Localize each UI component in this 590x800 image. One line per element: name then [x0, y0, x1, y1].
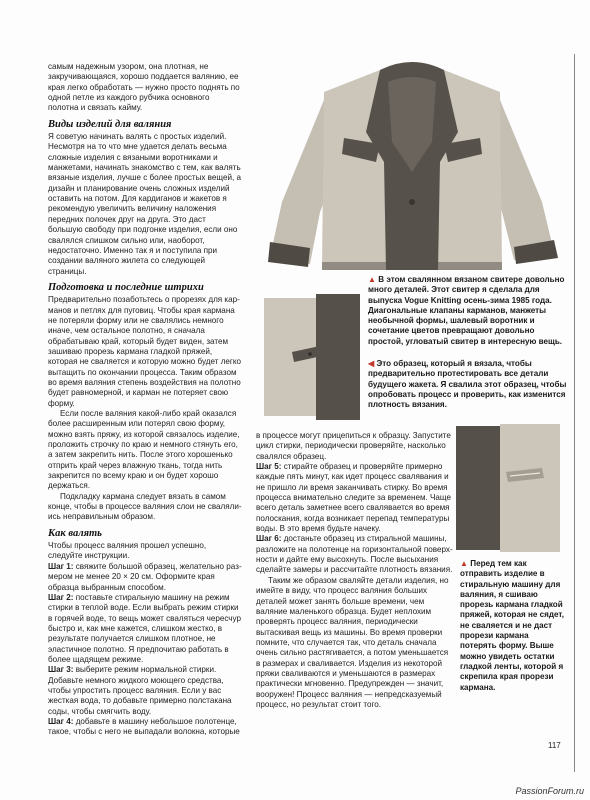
swatch-caption-1-text: Это образец, который я вязала, чтобы предварительно протестировать все детали будущего жакета. Я свалила этот образец, чтобы опробовать процесс и проверить, как изменится плотность вязания. [368, 359, 567, 410]
closing-paragraph: Таким же образом сваляйте детали изделия, но имейте в виду, что процесс валяния больших деталей может занять больше времени, чем валяние маленького образца. Будет неплохим проверять процесс валяния, периодически вытаскивая вещь из машины. Во время проверки помните, что случается так, что деталь сначала очень сильно растягивается, а потом уменьшается в размерах и сваливается. Изделия из некоторой пряжи сваливаются и уменьшаются в размерах практически мгновенно. Предупрежден — значит, вооружен! Процесс валяния — непредсказуемый процесс, но результат стоит того. [256, 575, 449, 709]
step-6-text: достаньте образец из стиральной машины, разложите на полотенце на горизонтальной поверхности и дайте ему высохнуть. После высыхания сделайте замеры и рассчитайте плотность вязания. [256, 534, 453, 575]
step-4-continued: в процессе могут прицепиться к образцу. Запустите цикл стирки, периодически проверяйте, насколько свалялся образец. [256, 431, 451, 461]
step-3-label: Шаг 3: [48, 665, 74, 675]
caption-marker-icon: ▲ [368, 275, 377, 284]
prep-paragraph-1: Предварительно позаботьтесь о прорезях для карманов и петлях для пуговиц. Чтобы края кармана не потеряли форму или не свалялись немного иначе, чем остальное полотно, я сначала обрабатываю край, который будет виден, затем зашиваю прорезь кармана гладкой пряжей, которая не сваляется и которую можно будет легко вытащить по окончании процесса. Таким образом во время валяния степень воздействия на полотно будет равномерной, и карман не потеряет свою форму. [48, 295, 241, 408]
caption-marker-icon: ▲ [460, 559, 469, 568]
intro-paragraph: самым надежным узором, она плотная, не закручивающаяся, хорошо поддается валянию, ее края легко обработать — нужно просто поднять по одной петле из каждого рубчика основного полотна и связать кайму. [48, 62, 240, 113]
caption-marker-icon: ◀ [368, 359, 375, 368]
swatch-caption-2-text: Перед тем как отправить изделие в стиральную машину для валяния, я сшиваю прорезь кармана гладкой пряжей, которая не сядет, не сваляется и не даст прорези кармана потерять форму. Выше можно увидеть остатки гладкой ленты, которой я скрепила края прорези кармана. [460, 559, 564, 692]
step-1 [48, 562, 242, 593]
swatch-caption-2 [460, 559, 564, 693]
step-3 [48, 665, 242, 717]
step-6-label: Шаг 6: [256, 534, 282, 544]
watermark: PassionForum.ru [515, 786, 584, 796]
step-5-label: Шаг 5: [256, 462, 282, 472]
section-heading-preparation: Подготовка и последние штрихи [48, 281, 204, 293]
step-1-text: свяжите большой образец, желательно размером не менее 20 × 20 см. Оформите края образца выбранным способом. [48, 561, 242, 592]
how-intro: Чтобы процесс валяния прошел успешно, следуйте инструкции. [48, 541, 207, 561]
sweater-caption-text: В этом свалянном вязаном свитере довольно много деталей. Этот свитер я сделала для выпуска Vogue Knitting осень-зима 1985 года. Диагональные клапаны карманов, манжеты необычной формы, шалевый воротник и сочетание цветов превращают довольно простой, угловатый свитер в интересную вещь. [368, 275, 565, 346]
middle-column [256, 431, 453, 710]
step-4-text: добавьте в машину небольшое полотенце, такое, чтобы с него не выпадали волокна, которые [48, 716, 240, 737]
step-6 [256, 534, 453, 575]
swatch-photo-2 [456, 424, 560, 552]
step-4-label: Шаг 4: [48, 716, 74, 726]
swatch-caption-1 [368, 359, 568, 410]
left-column [48, 62, 242, 738]
step-2-text: поставьте стиральную машину на режим стирки в теплой воде. Если выбрать режим стирки в горячей воде, то вещь может сваляться чересчур быстро и, как мне кажется, слишком жестко, в результате получается слишком плотное, не эластичное полотно. Я предпочитаю работать в более щадящем режиме. [48, 592, 241, 664]
step-5-text: стирайте образец и проверяйте примерно каждые пять минут, как идет процесс свалявания и не пришло ли время заканчивать стирку. Во время процесса внимательно следите за временем. Чаще всего деталь заметнее всего свалявается во время полоскания, когда возникает перепад температуры воды. В это время будьте начеку. [256, 462, 451, 534]
felted-sweater-photo [262, 52, 562, 274]
step-2 [48, 593, 242, 665]
step-2-label: Шаг 2: [48, 592, 74, 602]
sweater-caption [368, 275, 568, 347]
types-paragraph: Я советую начинать валять с простых изделий. Несмотря на то что мне удается делать весьма сложные изделия с вязаными воротниками и манжетами, начинать знакомство с тем, как валять вязаные изделия, лучше с более простых вещей, а дизайн и планирование очень сложных изделий оставить на потом. Для кардиганов и жакетов я рекомендую увеличить величину наложения передних полочек друг на друга. Это даст большую свободу при подгонке изделия, если оно свалялся слишком сильно или, наоборот, недостаточно. Именно так я и поступила при создании валяного жилета со следующей страницы. [48, 132, 241, 276]
section-heading-how-to-felt: Как валять [48, 527, 102, 539]
section-heading-types: Виды изделий для валяния [48, 118, 172, 130]
page-number: 117 [548, 741, 561, 750]
swatch-photo-1 [264, 294, 360, 420]
step-3-text: выберите режим нормальной стирки. Добавьте немного жидкого моющего средства, чтобы упростить процесс валяния. Если у вас жесткая вода, то добавьте примерно полстакана соды, чтобы смягчить воду. [48, 665, 232, 716]
prep-paragraph-3: Подкладку кармана следует вязать в самом конце, чтобы в процессе валяния слои не свалялиись неправильным образом. [48, 491, 242, 522]
step-5 [256, 462, 453, 534]
prep-paragraph-2: Если после валяния какой-либо край оказался более расширенным или потерял свою форму, можно взять пряжу, из которой связалось изделие, проложить строчку по краю и немного стянуть его, а затем закрепить нить. После этого хорошенько отприть край через влажную ткань, тогда нить закрепится по всему краю и он будет хорошо держаться. [48, 409, 240, 491]
page-edge-rule [574, 54, 575, 772]
step-1-label: Шаг 1: [48, 561, 74, 571]
step-4 [48, 717, 242, 738]
